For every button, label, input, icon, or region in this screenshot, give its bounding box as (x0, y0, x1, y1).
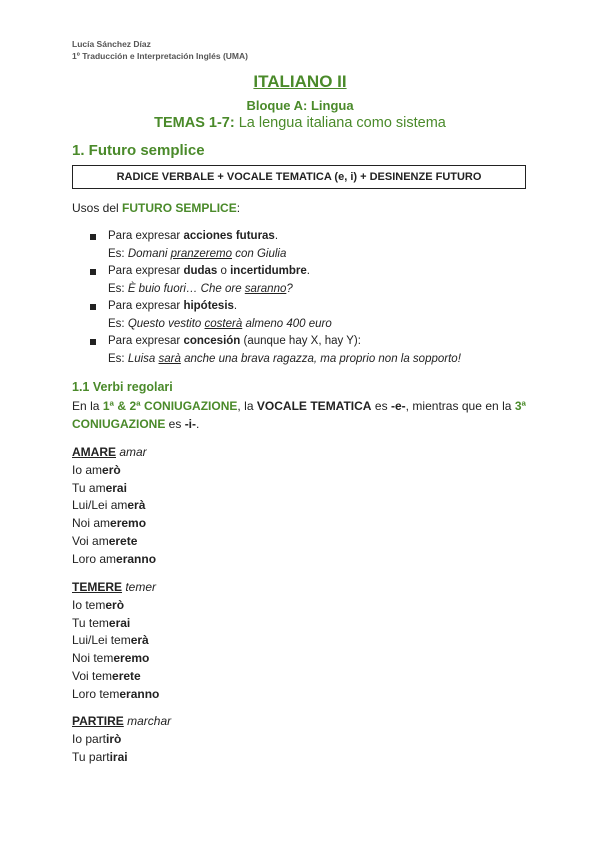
conjugation-row (72, 462, 156, 480)
temas-label: TEMAS 1-7: (154, 115, 235, 131)
para-text: . (196, 416, 200, 431)
verb-block-temere (72, 579, 159, 704)
list-item (88, 333, 461, 368)
usos-line (72, 201, 240, 215)
conjugation-row (72, 668, 159, 686)
use-key: concesión (183, 335, 241, 347)
example-text: almeno 400 euro (242, 317, 332, 330)
conjugation-row (72, 597, 159, 615)
list-item (88, 298, 461, 333)
para-text: , mientras que en la (405, 399, 515, 413)
row-ending: eranno (119, 686, 160, 701)
row-stem: Tu tem (72, 615, 109, 630)
verb-meaning: amar (116, 445, 147, 459)
use-text: Para expresar (108, 300, 184, 312)
conjugation-row (72, 615, 159, 633)
row-stem: Voi am (72, 533, 109, 548)
example-label: Es: (108, 282, 128, 295)
para-text: En la (72, 399, 103, 413)
conjugation-row (72, 686, 159, 704)
list-item (88, 263, 461, 298)
para-text: , la (237, 399, 257, 413)
header-block (72, 38, 248, 62)
verb-meaning: temer (122, 580, 157, 594)
temas-text: La lengua italiana como sistema (234, 115, 446, 131)
example-label: Es: (108, 352, 128, 365)
course-name: 1º Traducción e Interpretación Inglés (UMA) (72, 51, 248, 61)
row-ending: erete (108, 533, 138, 548)
para-bold: -e- (391, 399, 406, 413)
use-key: dudas (183, 265, 218, 277)
verb-heading (72, 444, 156, 462)
row-stem: Io part (72, 731, 107, 746)
para-bold: VOCALE TEMATICA (256, 399, 372, 413)
use-key: incertidumbre (230, 265, 307, 277)
para-text: es (371, 399, 391, 413)
verb-heading (72, 579, 159, 597)
row-ending: eranno (116, 551, 157, 566)
use-post: . (233, 300, 238, 312)
use-mid: o (217, 265, 231, 277)
row-stem: Tu am (72, 480, 106, 495)
row-ending: erò (102, 462, 121, 477)
row-stem: Noi am (72, 516, 111, 531)
conjugation-row (72, 515, 156, 533)
row-ending: eremo (113, 651, 150, 666)
verb-heading (72, 713, 171, 731)
temas-line (0, 115, 600, 131)
row-ending: erai (105, 480, 127, 495)
conjugation-row (72, 551, 156, 569)
verb-meaning: marchar (123, 714, 172, 728)
verb-name: PARTIRE (72, 714, 124, 728)
verb-block-partire (72, 713, 171, 766)
uses-list (88, 228, 461, 368)
use-text: Para expresar (108, 265, 184, 277)
use-example (108, 316, 461, 334)
example-text: È buio fuori… Che ore (127, 282, 245, 295)
row-ending: irai (109, 749, 128, 764)
author-name: Lucía Sánchez Díaz (72, 39, 151, 49)
conjugation-row (72, 632, 159, 650)
row-stem: Io tem (72, 597, 106, 612)
example-text: con Giulia (232, 247, 287, 260)
row-stem: Loro tem (72, 686, 120, 701)
usos-post: : (236, 201, 241, 215)
row-ending: erà (127, 498, 146, 513)
row-ending: eremo (110, 516, 147, 531)
verb-block-amare (72, 444, 156, 569)
usos-pre: Usos del (72, 201, 123, 215)
conjugation-row (72, 749, 171, 767)
use-post: . (274, 230, 279, 242)
use-example (108, 281, 461, 299)
example-text: Questo vestito (127, 317, 205, 330)
use-text: Para expresar (108, 230, 184, 242)
conjugation-row (72, 497, 156, 515)
document-title: ITALIANO II (253, 72, 347, 91)
example-verb: saranno (244, 282, 287, 295)
example-text: ? (286, 282, 293, 295)
use-post: (aunque hay X, hay Y): (240, 335, 361, 347)
row-stem: Lui/Lei am (72, 498, 128, 513)
row-stem: Tu part (72, 749, 110, 764)
row-ending: erai (108, 615, 131, 630)
row-stem: Noi tem (72, 651, 114, 666)
example-text: Domani (127, 247, 171, 260)
example-verb: pranzeremo (170, 247, 233, 260)
example-label: Es: (108, 317, 128, 330)
use-key: acciones futuras (183, 230, 275, 242)
use-post: . (306, 265, 310, 277)
para-bold: -i- (184, 416, 197, 431)
row-stem: Voi tem (72, 668, 113, 683)
row-stem: Loro am (72, 551, 117, 566)
formula-box: RADICE VERBALE + VOCALE TEMATICA (e, i) + DESINENZE FUTURO (72, 165, 526, 189)
section-heading-futuro: 1. Futuro semplice (72, 142, 205, 159)
row-ending: erete (112, 668, 141, 683)
document-subtitle: Bloque A: Lingua (246, 98, 354, 113)
use-example (108, 246, 461, 264)
example-verb: sarà (158, 352, 181, 365)
verb-name: TEMERE (72, 580, 123, 594)
section-heading-verbi-regolari: 1.1 Verbi regolari (72, 380, 173, 394)
conjugation-row (72, 650, 159, 668)
use-text: Para expresar (108, 335, 184, 347)
example-label: Es: (108, 247, 128, 260)
verb-name: AMARE (72, 445, 116, 459)
example-text: anche una brava ragazza, ma proprio non la sopporto! (180, 352, 461, 365)
row-ending: irò (106, 731, 122, 746)
example-verb: costerà (204, 317, 243, 330)
conjugation-row (72, 480, 156, 498)
list-item (88, 228, 461, 263)
para-highlight: 3ª CONIUGAZIONE (72, 399, 526, 431)
conjugation-paragraph (72, 398, 526, 433)
row-ending: erò (105, 597, 125, 612)
row-stem: Io am (72, 462, 103, 477)
row-stem: Lui/Lei tem (72, 633, 131, 648)
use-key: hipótesis (183, 300, 234, 312)
conjugation-row (72, 731, 171, 749)
para-text: es (165, 416, 185, 431)
usos-term: FUTURO SEMPLICE (122, 201, 237, 215)
example-text: Luisa (127, 352, 159, 365)
para-highlight: 1ª & 2ª CONIUGAZIONE (102, 399, 238, 413)
row-ending: erà (130, 633, 149, 648)
use-example (108, 351, 461, 369)
conjugation-row (72, 533, 156, 551)
